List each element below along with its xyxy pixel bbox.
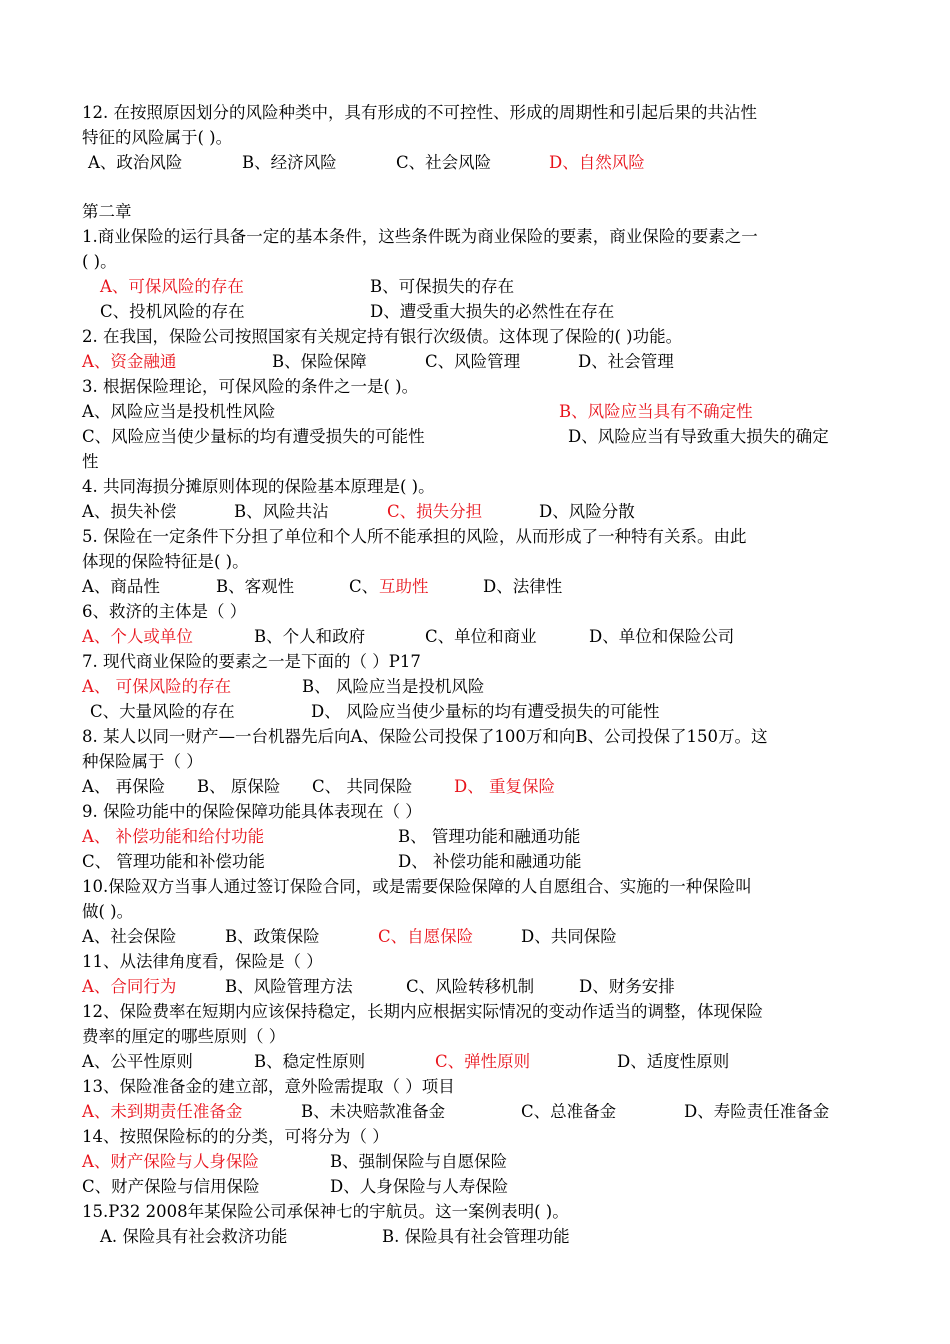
- text-segment: D、风险应当有导致重大损失的确定: [568, 427, 829, 446]
- text-segment: A、商品性: [82, 577, 160, 596]
- text-segment: 性: [82, 452, 99, 471]
- answer-highlight: A、 可保风险的存在: [82, 677, 232, 696]
- text-segment: C、大量风险的存在: [90, 702, 235, 721]
- answer-highlight: C、自愿保险: [378, 927, 474, 946]
- text-segment: 12、保险费率在短期内应该保持稳定，长期内应根据实际情况的变动作适当的调整，体现保险: [82, 1002, 763, 1021]
- text-segment: A. 保险具有社会救济功能: [100, 1227, 288, 1246]
- text-segment: 3. 根据保险理论，可保风险的条件之一是( )。: [82, 377, 419, 396]
- text-segment: 11、从法律角度看，保险是（ ）: [82, 952, 323, 971]
- text-segment: D、适度性原则: [617, 1052, 730, 1071]
- text-segment: C、总准备金: [521, 1102, 617, 1121]
- text-segment: ( )。: [82, 252, 117, 271]
- answer-highlight: A、财产保险与人身保险: [82, 1152, 259, 1171]
- answer-highlight: C、损失分担: [387, 502, 483, 521]
- text-segment: D、社会管理: [578, 352, 674, 371]
- text-segment: B、 原保险: [197, 777, 281, 796]
- text-segment: 1.商业保险的运行具备一定的基本条件，这些条件既为商业保险的要素，商业保险的要素之一: [82, 227, 758, 246]
- answer-highlight: D、 重复保险: [454, 777, 555, 796]
- text-segment: A、社会保险: [82, 927, 177, 946]
- text-segment: C、 管理功能和补偿功能: [82, 852, 265, 871]
- answer-highlight: A、可保风险的存在: [100, 277, 244, 296]
- text-segment: D、风险分散: [539, 502, 635, 521]
- text-segment: C、单位和商业: [425, 627, 537, 646]
- text-segment: D、 补偿功能和融通功能: [398, 852, 582, 871]
- answer-highlight: A、未到期责任准备金: [82, 1102, 243, 1121]
- text-segment: 第二章: [82, 202, 132, 221]
- text-segment: 10.保险双方当事人通过签订保险合同，或是需要保险保障的人自愿组合、实施的一种保险叫: [82, 877, 752, 896]
- text-segment: C、 共同保险: [312, 777, 413, 796]
- text-segment: B、个人和政府: [254, 627, 366, 646]
- text-segment: D、人身保险与人寿保险: [330, 1177, 509, 1196]
- text-segment: 15.P32 2008年某保险公司承保神七的宇航员。这一案例表明( )。: [82, 1202, 569, 1221]
- answer-highlight: A、 补偿功能和给付功能: [82, 827, 265, 846]
- text-segment: 特征的风险属于( )。: [82, 128, 233, 147]
- text-segment: 做( )。: [82, 902, 134, 921]
- text-segment: B、风险共沾: [234, 502, 329, 521]
- text-segment: D、 风险应当使少量标的均有遭受损失的可能性: [311, 702, 660, 721]
- text-segment: 7. 现代商业保险的要素之一是下面的（ ）P17: [82, 652, 421, 671]
- text-segment: 体现的保险特征是( )。: [82, 552, 249, 571]
- text-segment: A、 再保险: [82, 777, 166, 796]
- text-segment: 8. 某人以同一财产—一台机器先后向A、保险公司投保了100万和向B、公司投保了150万。这: [82, 727, 768, 746]
- text-segment: B、客观性: [216, 577, 295, 596]
- text-segment: B、政策保险: [225, 927, 320, 946]
- text-segment: B. 保险具有社会管理功能: [382, 1227, 570, 1246]
- text-segment: 13、保险准备金的建立部，意外险需提取（ ）项目: [82, 1077, 455, 1096]
- text-segment: 9. 保险功能中的保险保障功能具体表现在（ ）: [82, 802, 422, 821]
- text-segment: B、 管理功能和融通功能: [398, 827, 581, 846]
- answer-highlight: A、个人或单位: [82, 627, 193, 646]
- text-segment: D、遭受重大损失的必然性在存在: [370, 302, 615, 321]
- text-segment: 费率的厘定的哪些原则（ ）: [82, 1027, 286, 1046]
- text-segment: A、风险应当是投机性风险: [82, 402, 276, 421]
- text-segment: D、寿险责任准备金: [684, 1102, 830, 1121]
- text-segment: 2. 在我国，保险公司按照国家有关规定持有银行次级债。这体现了保险的( )功能。: [82, 327, 683, 346]
- text-segment: D、单位和保险公司: [589, 627, 735, 646]
- text-segment: C、风险管理: [425, 352, 521, 371]
- text-segment: A、政治风险: [88, 153, 183, 172]
- text-segment: D、法律性: [483, 577, 563, 596]
- answer-highlight: C、弹性原则: [435, 1052, 531, 1071]
- text-segment: B、可保损失的存在: [370, 277, 515, 296]
- text-segment: C、: [349, 577, 379, 596]
- text-segment: B、强制保险与自愿保险: [330, 1152, 508, 1171]
- text-segment: C、风险转移机制: [406, 977, 535, 996]
- answer-highlight: D、自然风险: [549, 153, 645, 172]
- text-segment: A、公平性原则: [82, 1052, 193, 1071]
- text-segment: 种保险属于（ ）: [82, 752, 203, 771]
- text-segment: B、 风险应当是投机风险: [302, 677, 485, 696]
- text-segment: C、风险应当使少量标的均有遭受损失的可能性: [82, 427, 425, 446]
- text-segment: C、投机风险的存在: [100, 302, 245, 321]
- text-segment: A、损失补偿: [82, 502, 177, 521]
- text-segment: B、稳定性原则: [254, 1052, 366, 1071]
- answer-highlight: 互助性: [379, 577, 429, 596]
- answer-highlight: A、合同行为: [82, 977, 177, 996]
- text-segment: 6、救济的主体是（ ）: [82, 602, 247, 621]
- text-segment: B、风险管理方法: [225, 977, 353, 996]
- text-segment: B、经济风险: [242, 153, 337, 172]
- answer-highlight: A、资金融通: [82, 352, 177, 371]
- text-segment: B、保险保障: [272, 352, 367, 371]
- text-segment: B、未决赔款准备金: [301, 1102, 446, 1121]
- text-segment: D、共同保险: [521, 927, 617, 946]
- text-segment: 5. 保险在一定条件下分担了单位和个人所不能承担的风险，从而形成了一种特有关系。由此: [82, 527, 747, 546]
- text-segment: 14、按照保险标的的分类，可将分为（ ）: [82, 1127, 389, 1146]
- text-segment: C、社会风险: [396, 153, 492, 172]
- text-segment: D、财务安排: [579, 977, 675, 996]
- text-segment: 12. 在按照原因划分的风险种类中，具有形成的不可控性、形成的周期性和引起后果的共沾性: [82, 103, 757, 122]
- text-segment: C、财产保险与信用保险: [82, 1177, 260, 1196]
- text-segment: 4. 共同海损分摊原则体现的保险基本原理是( )。: [82, 477, 435, 496]
- answer-highlight: B、风险应当具有不确定性: [559, 402, 753, 421]
